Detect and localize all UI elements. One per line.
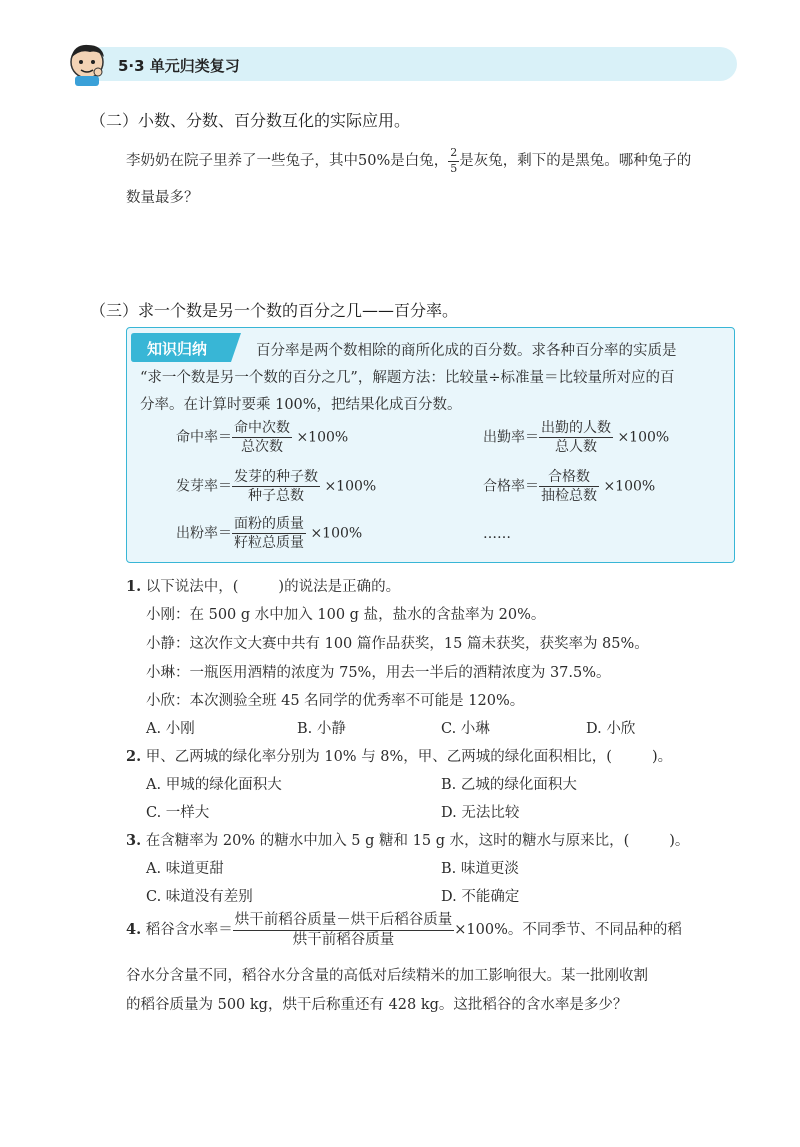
question-stem-b: )。 [651, 749, 673, 765]
section-2-title: （二）小数、分数、百分数互化的实际应用。 [90, 111, 411, 130]
statement-xiaolin: 小琳：一瓶医用酒精的浓度为 75%，用去一半后的酒精浓度为 37.5%。 [146, 665, 611, 681]
statement-xiaojing: 小静：这次作文大赛中共有 100 篇作品获奖，15 篇未获奖，获奖率为 85%。 [146, 636, 649, 652]
fraction-numerator: 2 [448, 147, 459, 162]
moisture-rate-fraction [233, 912, 455, 948]
question-tail: ×100%。不同季节、不同品种的稻 [454, 922, 682, 939]
q2-option-d[interactable]: D. 无法比较 [441, 805, 520, 821]
question-stem-b: )的说法是正确的。 [278, 579, 401, 595]
q3-option-a[interactable]: A. 味道更甜 [146, 861, 224, 877]
formula-name: 出粉率＝ [176, 525, 232, 542]
q3-option-b[interactable]: B. 味道更淡 [441, 861, 519, 877]
question-stem-a: 在含糖率为 20% 的糖水中加入 5 g 糖和 15 g 水，这时的糖水与原来比，( [145, 833, 630, 849]
q1-option-d[interactable]: D. 小欣 [586, 721, 636, 737]
fraction-denominator: 烘干前稻谷质量 [292, 931, 395, 948]
formula-numerator: 出勤的人数 [539, 420, 613, 438]
formula-denominator: 种子总数 [248, 488, 304, 505]
formula-name: 出勤率＝ [483, 429, 539, 446]
q1-option-c[interactable]: C. 小琳 [441, 721, 490, 737]
formula-denominator: 籽粒总质量 [234, 535, 304, 552]
formula-fraction [539, 469, 599, 504]
question-number: 1. [126, 578, 142, 595]
formula-fraction [232, 516, 306, 551]
formula-pass-rate [483, 469, 655, 504]
knowledge-tag-label: 知识归纳 [147, 340, 208, 358]
q2-option-b[interactable]: B. 乙城的绿化面积大 [441, 777, 577, 793]
formula-name: 合格率＝ [483, 478, 539, 495]
knowledge-text-line2: “求一个数是另一个数的百分之几”，解题方法：比较量÷标准量＝比较量所对应的百 [140, 370, 675, 386]
formula-numerator: 发芽的种子数 [232, 469, 320, 487]
question-lead: 稻谷含水率＝ [145, 922, 233, 939]
fraction-denominator: 5 [450, 161, 458, 175]
q3-option-c[interactable]: C. 味道没有差别 [146, 889, 253, 905]
q2-option-a[interactable]: A. 甲城的绿化面积大 [146, 777, 282, 793]
problem-text-b: 是灰兔，剩下的是黑兔。哪种兔子的 [459, 153, 692, 170]
question-number: 4. [126, 921, 142, 939]
q1-option-b[interactable]: B. 小静 [297, 721, 346, 737]
question-stem-a: 以下说法中，( [145, 579, 239, 595]
question-4-line3: 的稻谷质量为 500 kg，烘干后称重还有 428 kg。这批稻谷的含水率是多少？ [126, 997, 628, 1013]
formula-hit-rate [176, 420, 348, 455]
fraction-numerator: 烘干前稻谷质量－烘干后稻谷质量 [233, 912, 455, 931]
boy-mascot-icon [62, 40, 112, 86]
section-2-problem-line2: 数量最多？ [126, 190, 199, 206]
formula-multiplier: ×100% [310, 525, 363, 542]
formula-attendance-rate [483, 420, 669, 455]
knowledge-text-line3: 分率。在计算时要乘 100%，把结果化成百分数。 [140, 397, 462, 413]
problem-text-a: 李奶奶在院子里养了一些兔子，其中50%是白兔， [126, 153, 449, 170]
formula-numerator: 合格数 [539, 469, 599, 487]
formula-name: 发芽率＝ [176, 478, 232, 495]
formula-multiplier: ×100% [296, 429, 349, 446]
question-stem-b: )。 [669, 833, 690, 849]
statement-xiaoxin: 小欣：本次测验全班 45 名同学的优秀率不可能是 120%。 [146, 693, 525, 709]
formula-fraction [539, 420, 613, 455]
question-stem-a: 甲、乙两城的绿化率分别为 10% 与 8%，甲、乙两城的绿化面积相比，( [145, 749, 612, 765]
q1-option-a[interactable]: A. 小刚 [146, 721, 195, 737]
question-3-stem [126, 829, 689, 850]
formula-flour-rate [176, 516, 362, 551]
formula-ellipsis: …… [483, 526, 511, 542]
formula-numerator: 面粉的质量 [232, 516, 306, 534]
section-3-title: （三）求一个数是另一个数的百分之几——百分率。 [90, 301, 459, 320]
question-4-stem [126, 912, 682, 948]
formula-name: 命中率＝ [176, 429, 232, 446]
knowledge-text-line1: 百分率是两个数相除的商所化成的百分数。求各种百分率的实质是 [256, 343, 677, 359]
formula-fraction [232, 420, 292, 455]
q3-option-d[interactable]: D. 不能确定 [441, 889, 520, 905]
formula-denominator: 总次数 [241, 439, 283, 456]
formula-multiplier: ×100% [603, 478, 656, 495]
formula-numerator: 命中次数 [232, 420, 292, 438]
statement-xiaogang: 小刚：在 500 g 水中加入 100 g 盐，盐水的含盐率为 20%。 [146, 607, 546, 623]
formula-multiplier: ×100% [324, 478, 377, 495]
formula-denominator: 抽检总数 [541, 488, 597, 505]
question-1-stem [126, 575, 400, 596]
section-2-problem-line1 [126, 147, 691, 175]
question-number: 2. [126, 748, 142, 765]
question-2-stem [126, 745, 672, 766]
q2-option-c[interactable]: C. 一样大 [146, 805, 210, 821]
fraction-two-fifths [448, 147, 459, 175]
question-4-line2: 谷水分含量不同，稻谷水分含量的高低对后续精米的加工影响很大。某一批刚收割 [126, 968, 648, 984]
question-number: 3. [126, 832, 142, 849]
formula-denominator: 总人数 [555, 439, 597, 456]
formula-multiplier: ×100% [617, 429, 670, 446]
formula-germination-rate [176, 469, 376, 504]
page-header-title: 5·3 单元归类复习 [118, 57, 240, 75]
formula-fraction [232, 469, 320, 504]
